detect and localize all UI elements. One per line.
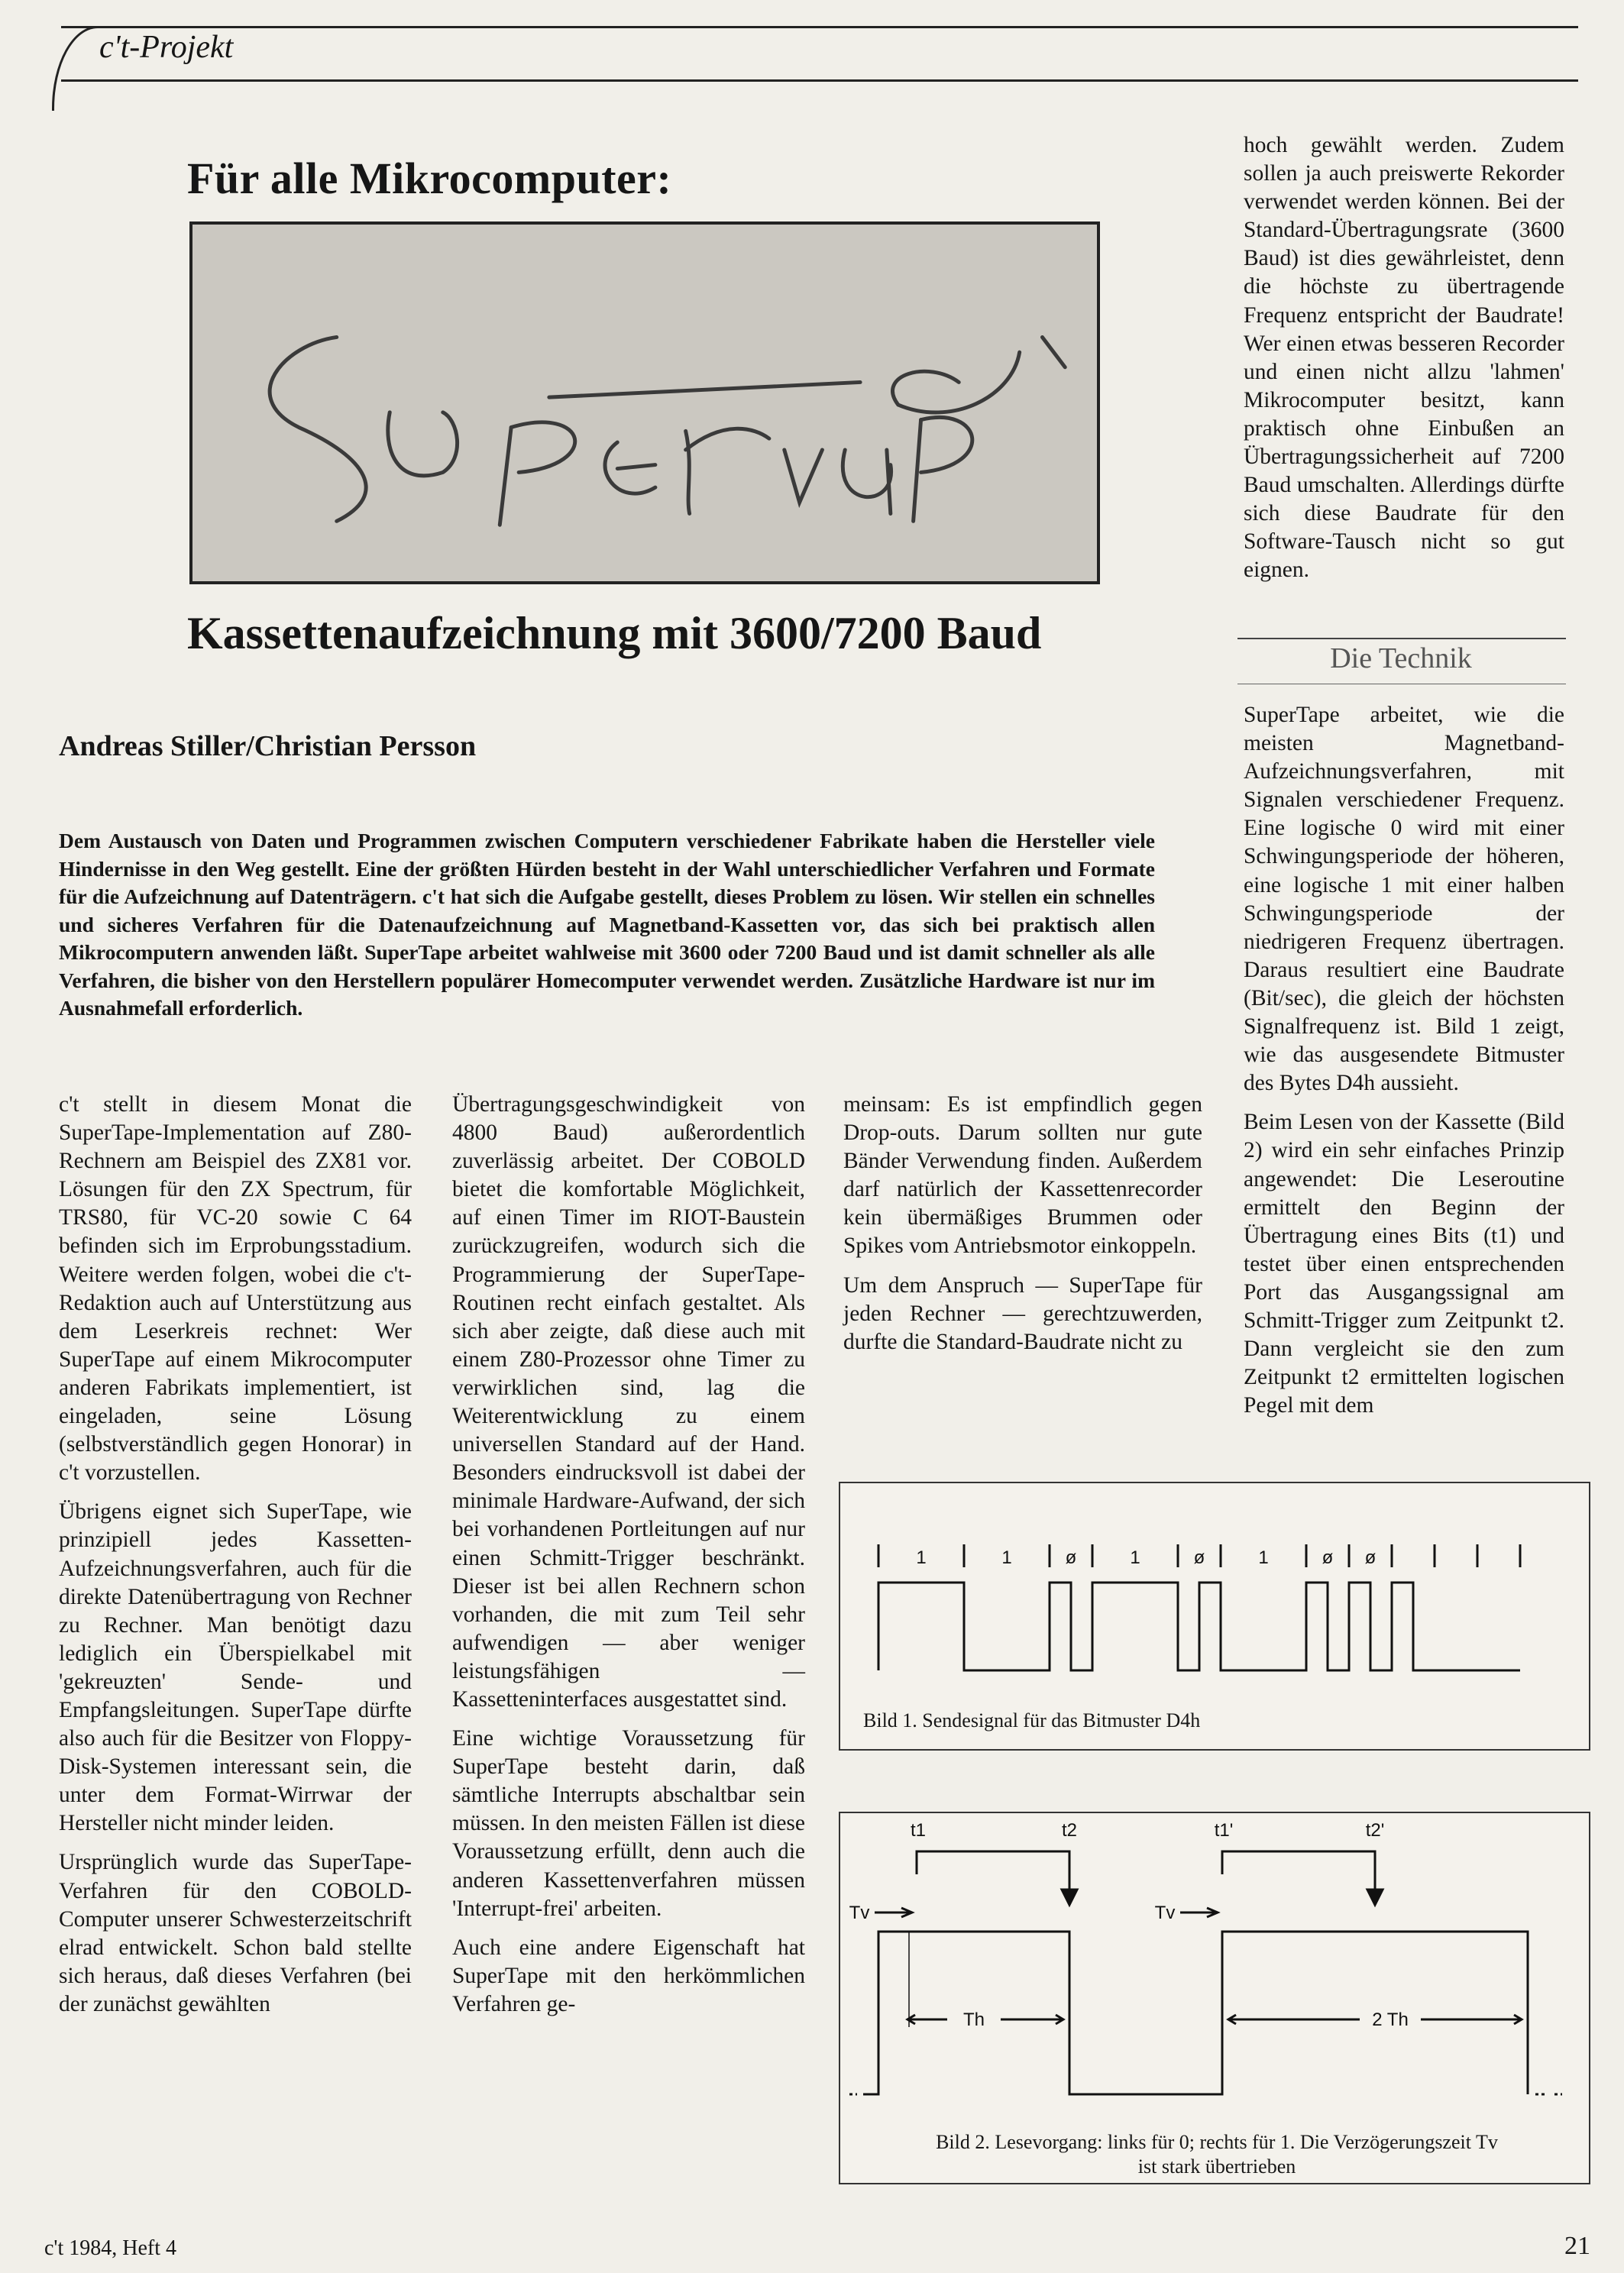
section-heading: Die Technik (1330, 642, 1472, 674)
t1-prime-label: t1' (1214, 1820, 1234, 1841)
article-lead: Dem Austausch von Daten und Programmen zwischen Computern verschiedener Fabrikate haben die Hersteller viele Hindernisse in den Weg gestellt. Eine der größten Hürden besteht in der Wahl unterschiedlicher Verfahren und Formate für die Aufzeichnung auf Datenträgern. c't hat sich die Aufgabe gestellt, dieses Problem zu lösen. Wir stellen ein schnelles und sicheres Verfahren für die Datenaufzeichnung auf Magnetband-Kassetten vor, das sich bei praktisch allen Mikrocomputern anwenden läßt. SuperTape arbeitet wahlweise mit 3600 oder 7200 Baud und ist damit schneller als alle Verfahren, die bisher von den Herstellern populärer Homecomputer verwendet werden. Zusätzliche Hardware ist nur im Ausnahmefall erforderlich. (59, 829, 1155, 1020)
paragraph: Übertragungsgeschwindigkeit von 4800 Baud) außerordentlich zuverlässig arbeitet. Der COBOLD bietet die komfortable Möglichkeit, auf einen Timer im RIOT-Baustein zurückzugreifen, wodurch sich die Programmierung der SuperTape-Routinen recht einfach gestaltet. Als sich aber zeigte, daß diese auch mit einem Z80-Prozessor ohne Timer zu verwirklichen sind, lag die Weiterentwicklung zu einem universellen Standard auf der Hand. Besonders eindrucksvoll ist dabei der minimale Hardware-Aufwand, der sich bei vorhandenen Portleitungen auf nur einen Schmitt-Trigger beschränkt. Dieser ist bei allen Rechnern schon vorhanden, die mit zum Teil sehr aufwendigen — aber weniger leistungsfähigen — Kassetteninterfaces ausgestattet sind. (452, 1092, 805, 1712)
two-th-label: 2 Th (1372, 2009, 1409, 2030)
paragraph: hoch gewählt werden. Zudem sollen ja auch preiswerte Rekorder verwendet werden können. Bei der Standard-Übertragungsrate (3600 Baud) ist dies gewährleistet, denn die höchste zu übertragende Frequenz entspricht der Baudrate! Wer einen etwas besseren Recorder und einen nicht allzu 'lahmen' Mikrocomputer besitzt, kann praktisch ohne Einbußen an Übertragungssicherheit auf 7200 Baud umschalten. Allerdings dürfte sich diese Baudrate für den Software-Tausch nicht so gut eignen. (1244, 133, 1564, 583)
bit-label: 1 (1258, 1547, 1269, 1568)
bit-label: 1 (1130, 1547, 1140, 1568)
article-title-line2: Kassettenaufzeichnung mit 3600/7200 Baud (187, 608, 1042, 658)
paragraph: Ursprünglich wurde das SuperTape-Verfahren für den COBOLD-Computer unserer Schwesterzeitschrift elrad entwickelt. Schon bald stellte sich heraus, daß dieses Verfahren (bei der zunächst gewählten (59, 1850, 412, 2016)
paragraph: Übrigens eignet sich SuperTape, wie prinzipiell jedes Kassetten-Aufzeichnungsverfahren, auch für die direkte Datenübertragung von Rechner zu Rechner. Man benötigt dazu lediglich ein Überspielkabel mit 'gekreuzten' Sende- und Empfangsleitungen. SuperTape dürfte also auch für die Besitzer von Floppy-Disk-Systemen interessant sein, die unter dem Format-Wirrwar der Hersteller nicht minder leiden. (59, 1499, 412, 1836)
header-rule-bottom (61, 79, 1578, 82)
th-label: Th (962, 2009, 985, 2030)
bit-label: ø (1065, 1547, 1077, 1568)
bit-label: 1 (916, 1547, 927, 1568)
handwritten-supertape-image (192, 225, 1097, 581)
t2-prime-label: t2' (1365, 1820, 1385, 1841)
body-column-3 (843, 1091, 1202, 1356)
figure-1-signal-diagram (840, 1483, 1589, 1705)
tv-left-label: Tv (849, 1903, 870, 1923)
supertape-photo (189, 221, 1100, 584)
bit-label: ø (1322, 1547, 1334, 1568)
tv-right-label: Tv (1154, 1903, 1176, 1923)
section-kicker: c't-Projekt (99, 30, 234, 65)
paragraph: Beim Lesen von der Kassette (Bild 2) wird ein sehr einfaches Prinzip angewendet: Die Leseroutine ermittelt den Beginn der Übertragung eines Bits (t1) und testet über einen entsprechenden Port das Ausgangssignal am Schmitt-Trigger zum Zeitpunkt t2. Dann vergleicht sie den zum Zeitpunkt t2 ermittelten logischen Pegel mit dem (1244, 1110, 1564, 1418)
figure-1 (839, 1482, 1590, 1751)
body-column-1 (59, 1091, 412, 2019)
article-authors: Andreas Stiller/Christian Persson (59, 730, 477, 762)
figure-2-caption-line1: Bild 2. Lesevorgang: links für 0; rechts für 1. Die Verzögerungszeit Tv (936, 2131, 1498, 2153)
footer-issue: c't 1984, Heft 4 (44, 2236, 177, 2260)
paragraph: Um dem Anspruch — SuperTape für jeden Rechner — gerechtzuwerden, durfte die Standard-Baudrate nicht zu (843, 1272, 1202, 1354)
paragraph: SuperTape arbeitet, wie die meisten Magnetband-Aufzeichnungsverfahren, mit Signalen verschiedener Frequenz. Eine logische 0 wird mit einer Schwingungsperiode der höheren, eine logische 1 mit einer halben Schwingungsperiode der niedrigeren Frequenz übertragen. Daraus resultiert eine Baudrate (Bit/sec), die gleich der höchsten Signalfrequenz ist. Bild 1 zeigt, wie das ausgesendete Bitmuster des Bytes D4h aussieht. (1244, 703, 1564, 1096)
body-column-4-bottom (1244, 701, 1564, 1420)
article-title-line1: Für alle Mikrocomputer: (187, 154, 672, 203)
t1-label: t1 (910, 1820, 927, 1841)
bit-label: ø (1193, 1547, 1205, 1568)
paragraph: Eine wichtige Voraussetzung für SuperTape besteht darin, daß sämtliche Interrupts abschaltbar sein müssen. In den meisten Fällen ist diese Voraussetzung erfüllt, denn auch die anderen Kassettenverfahren müssen 'Interrupt-frei' arbeiten. (452, 1726, 805, 1921)
figure-2-caption (862, 2130, 1572, 2179)
figure-2-caption-line2: ist stark übertrieben (1137, 2155, 1296, 2178)
page-number: 21 (1564, 2232, 1590, 2260)
paragraph: meinsam: Es ist empfindlich gegen Drop-outs. Darum sollten nur gute Bänder Verwendung finden. Außerdem darf natürlich der Kassettenrecorder kein übermäßiges Brummen oder Spikes vom Antriebsmotor einkoppeln. (843, 1092, 1202, 1259)
paragraph: Auch eine andere Eigenschaft hat SuperTape mit den herkömmlichen Verfahren ge- (452, 1935, 805, 2016)
bit-label: ø (1364, 1547, 1377, 1568)
paragraph: c't stellt in diesem Monat die SuperTape-Implementation auf Z80-Rechnern am Beispiel des ZX81 vor. Lösungen für den ZX Spectrum, für TRS80, für VC-20 sowie C 64 befinden sich im Erprobungsstadium. Weitere werden folgen, wobei die c't-Redaktion auch auf Unterstützung aus dem Leserkreis rechnet: Wer SuperTape auf einem Mikrocomputer anderen Fabrikats implementiert, ist eingeladen, seine Lösung (selbstverständlich gegen Honorar) in c't vorzustellen. (59, 1092, 412, 1486)
header-rule-top (61, 26, 1578, 28)
t2-label: t2 (1061, 1820, 1078, 1841)
bit-label: 1 (1001, 1547, 1012, 1568)
figure-2-read-timing-diagram (840, 1813, 1589, 2119)
section-rule (1237, 638, 1566, 639)
figure-1-caption: Bild 1. Sendesignal für das Bitmuster D4h (863, 1709, 1201, 1731)
header-curve (52, 26, 100, 111)
figure-2 (839, 1812, 1590, 2184)
body-column-2 (452, 1091, 805, 2019)
body-column-4-top (1244, 131, 1564, 585)
